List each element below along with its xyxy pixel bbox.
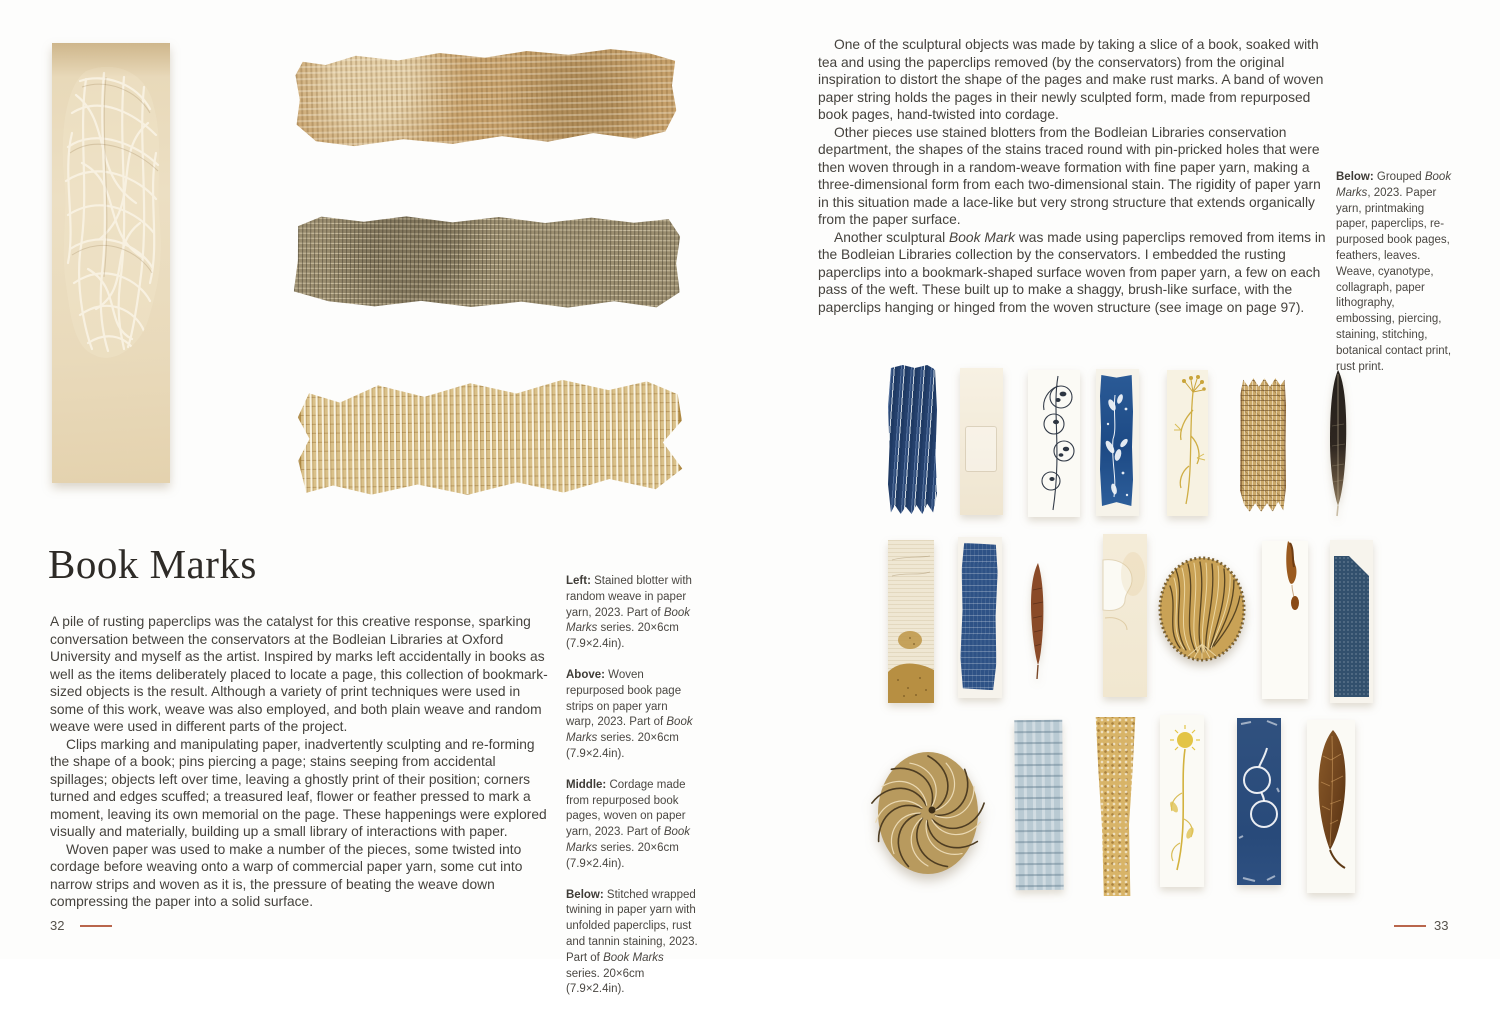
bookmark-gold-granular-taper — [1093, 717, 1138, 896]
page-title: Book Marks — [48, 541, 257, 587]
bookmark-bronze-leaf-print — [1307, 720, 1355, 893]
bookmark-gold-botanical — [1167, 370, 1208, 516]
caption-text: series. 20×6cm (7.9×2.4in). — [566, 841, 679, 870]
caption-label: Above: — [566, 668, 605, 681]
caption-label: Below: — [1336, 171, 1374, 183]
caption-series: Book Marks — [566, 826, 691, 854]
bookmark-indigo-fringe — [888, 365, 937, 514]
body-paragraph: One of the sculptural objects was made by taking a slice of a book, soaked with tea and using the paperclips removed (by the conservators) from the original inspiration to distort the shape of the pages and make rust marks. A band of woven paper string holds the pages in their newly sculpted form, made from repurposed book pages, hand-twisted into cordage. — [818, 37, 1324, 122]
yellow-flower-art — [1160, 715, 1204, 887]
bookmark-embossed-blotter — [1103, 534, 1147, 697]
caption-text: Woven repurposed book page strips on paper yarn warp, 2023. Part of — [566, 668, 682, 729]
caption-text: series. 20×6cm (7.9×2.4in). — [566, 732, 679, 760]
artwork-stained-blotter — [52, 43, 170, 483]
caption-text: , 2023. Paper yarn, printmaking paper, paperclips, re-purposed book pages, feathers, leaves. Weave, cyanotype, collagraph, paper lithography, embossing, piercing, staining, stitching, botanical contact print, rust print. — [1336, 186, 1452, 373]
caption-series: Book Marks — [566, 716, 693, 745]
bookmark-cyanotype-spectacles — [1237, 718, 1281, 885]
caption-text: series. 20×6cm (7.9×2.4in). — [566, 967, 645, 996]
bookmark-rust-stained — [1262, 541, 1308, 699]
bookmark-shaggy-oval — [1158, 556, 1246, 663]
caption-middle — [566, 778, 698, 873]
bookmark-yellow-flower-print — [1160, 715, 1204, 887]
bookmark-blue-stitched-strip — [958, 537, 1002, 698]
caption-above — [566, 668, 698, 763]
left-body-text — [50, 613, 556, 911]
folded-corner — [1349, 556, 1369, 576]
bookmark-blue-block-folded-corner — [1330, 540, 1373, 703]
body-paragraph — [818, 229, 1326, 317]
artwork-golden-lace-strip — [297, 375, 682, 499]
bookmark-rust-leaf — [1026, 560, 1050, 680]
paragraph-text: Another sculptural — [834, 229, 950, 245]
bronze-leaf-art — [1307, 720, 1355, 893]
caption-grouped-bookmarks — [1336, 170, 1452, 375]
body-paragraph: Woven paper was used to make a number of the pieces, some twisted into cordage before weaving onto a warp of commercial paper yarn, some cut into narrow strips and woven as it is, the pressure of beating the weave down compressing the paper into a solid surface. — [50, 841, 523, 909]
rust-leaf-art — [1026, 560, 1050, 680]
caption-below — [566, 888, 698, 999]
bookmark-seedpod-sketch — [1028, 370, 1080, 517]
bookmark-coiled-disc — [877, 750, 980, 876]
seedpod-sketch-art — [1028, 370, 1080, 517]
body-paragraph: A pile of rusting paperclips was the catalyst for this creative response, sparking conversation between the conservators at the Bodleian Libraries at Oxford University and myself as the artist. Inspired by marks left accidentally in books as well as the items deliberately placed to locate a page, this collection of bookmark-sized objects is the result. Although a variety of print techniques were used in some of this work, weave was also employed, and both plain weave and random weave were used in different parts of the project. — [50, 614, 548, 734]
shaggy-oval-art — [1158, 556, 1246, 663]
random-weave-art — [52, 43, 170, 483]
work-title-italic: Book Mark — [949, 229, 1015, 245]
bookmark-tan-lace-weave — [1240, 374, 1286, 516]
caption-text: Stained blotter with random weave in paper yarn, 2023. Part of — [566, 575, 692, 619]
caption-series: Book Marks — [566, 606, 691, 635]
spectacles-art — [1237, 718, 1281, 885]
right-body-text — [818, 36, 1326, 316]
caption-text: Cordage made from repurposed book pages, woven on paper yarn, 2023. Part of — [566, 778, 686, 839]
coiled-disc-art — [877, 750, 980, 876]
left-caption-column — [566, 574, 698, 1013]
caption-text: Grouped — [1373, 171, 1425, 183]
caption-series: Book Marks — [603, 951, 664, 964]
body-paragraph: Clips marking and manipulating paper, inadvertently sculpting and re-forming the shape of a book; pins piercing a page; stains seeping from accidental spillages; objects left over time, leaving a ghostly print of their position; corners turned and edges scuffed; a treasured leaf, flower or feather pressed to mark a moment, leaving its own memorial on the page. These happenings were explored visually and materially, building up a small library of interactions with paper. — [50, 736, 547, 839]
bookmark-woven-gold-patch — [888, 540, 934, 703]
blue-print-block — [1334, 556, 1369, 697]
caption-label: Below: — [566, 888, 604, 901]
caption-text: series. 20×6cm (7.9×2.4in). — [566, 622, 679, 651]
paragraph-text: was made using paperclips removed from items in the Bodleian Libraries collection by the conservators. I embedded the rusting paperclips into a bookmark-shaped surface woven from paper yarn, a few on each pass of the weft. These built up to make a shaggy, brush-like surface, with the paperclips hanging or hinged from the woven structure (see image on page 97). — [818, 229, 1326, 315]
bookmark-feather — [1322, 366, 1354, 516]
caption-series: Book Marks — [1336, 171, 1452, 199]
caption-label: Middle: — [566, 778, 607, 791]
artwork-woven-book-page-strip — [295, 46, 677, 150]
caption-label: Left: — [566, 575, 591, 587]
right-caption-column — [1336, 170, 1452, 390]
feather-art — [1322, 366, 1354, 516]
page-rule-right — [1394, 925, 1426, 927]
blue-paint-band — [960, 543, 998, 690]
bookmark-cyanotype-leaves — [1096, 369, 1139, 516]
artwork-cordage-strip — [294, 213, 681, 312]
rust-stain-art — [1262, 541, 1308, 699]
body-paragraph: Other pieces use stained blotters from the Bodleian Libraries conservation department, the shapes of the stains traced round with pin-pricked holes that were then woven through in a random-weave formation with fine paper yarn, making a three-dimensional form from each two-dimensional stain. The rigidity of paper yarn in this situation made a lace-like but very strong structure that extends organically from the paper surface. — [818, 124, 1321, 227]
caption-text: Stitched wrapped twining in paper yarn with unfolded paperclips, rust and tannin staining, 2023. Part of — [566, 888, 698, 964]
bookmark-cream-embossed — [960, 368, 1003, 515]
page-rule-left — [80, 925, 112, 927]
gold-botanical-art — [1167, 370, 1208, 516]
page-number-right: 33 — [1434, 918, 1449, 933]
cyanotype-leaf-art — [1096, 369, 1139, 516]
caption-left — [566, 574, 698, 653]
bookmark-pale-blue-litho — [1014, 720, 1063, 890]
gold-patch-art — [888, 540, 934, 703]
emboss-art — [1103, 534, 1147, 697]
page-number-left: 32 — [50, 918, 65, 933]
